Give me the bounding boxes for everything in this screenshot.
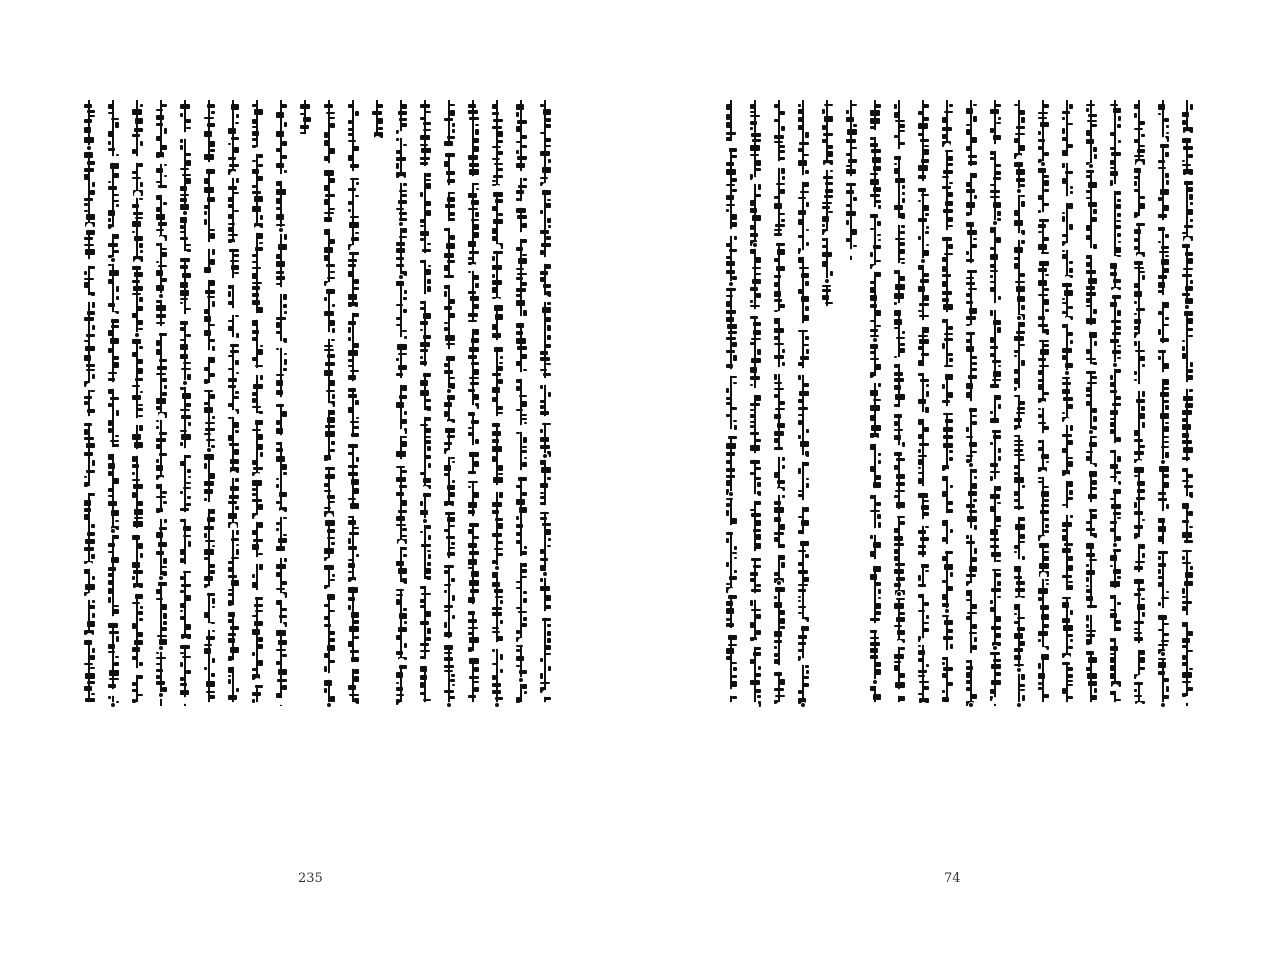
text-column xyxy=(396,100,407,706)
text-column xyxy=(468,100,479,706)
text-column xyxy=(1134,100,1145,706)
text-column xyxy=(1038,100,1049,706)
text-column xyxy=(516,100,527,706)
text-column xyxy=(1158,100,1169,706)
text-column xyxy=(372,100,383,140)
text-column xyxy=(132,100,143,706)
text-column xyxy=(966,100,977,706)
vertical-text-column-block xyxy=(84,100,550,806)
text-column xyxy=(774,100,785,706)
text-column xyxy=(276,100,287,706)
text-column xyxy=(1086,100,1097,706)
text-column xyxy=(156,100,167,706)
text-column xyxy=(300,100,311,140)
text-column xyxy=(84,100,95,706)
right-page xyxy=(632,0,1265,978)
text-column xyxy=(108,100,119,706)
text-column xyxy=(798,100,809,706)
text-column xyxy=(822,100,833,310)
page-number: 235 xyxy=(298,871,323,886)
text-column xyxy=(1014,100,1025,706)
text-column xyxy=(348,100,359,706)
text-column xyxy=(726,100,737,706)
page-number: 74 xyxy=(944,871,961,886)
text-column xyxy=(750,100,761,706)
text-column xyxy=(228,100,239,706)
text-column xyxy=(204,100,215,706)
text-column xyxy=(180,100,191,706)
text-column xyxy=(324,100,335,706)
left-page xyxy=(0,0,632,978)
vertical-text-column-block xyxy=(726,100,1192,806)
text-column xyxy=(1182,100,1193,706)
text-column xyxy=(990,100,1001,706)
text-column xyxy=(1110,100,1121,706)
text-column xyxy=(870,100,881,706)
text-column xyxy=(1062,100,1073,706)
text-column xyxy=(540,100,551,706)
text-column xyxy=(918,100,929,706)
text-column xyxy=(942,100,953,706)
text-column xyxy=(444,100,455,706)
text-column xyxy=(894,100,905,706)
text-column xyxy=(420,100,431,706)
text-column xyxy=(846,100,857,260)
text-column xyxy=(252,100,263,706)
text-column xyxy=(492,100,503,706)
